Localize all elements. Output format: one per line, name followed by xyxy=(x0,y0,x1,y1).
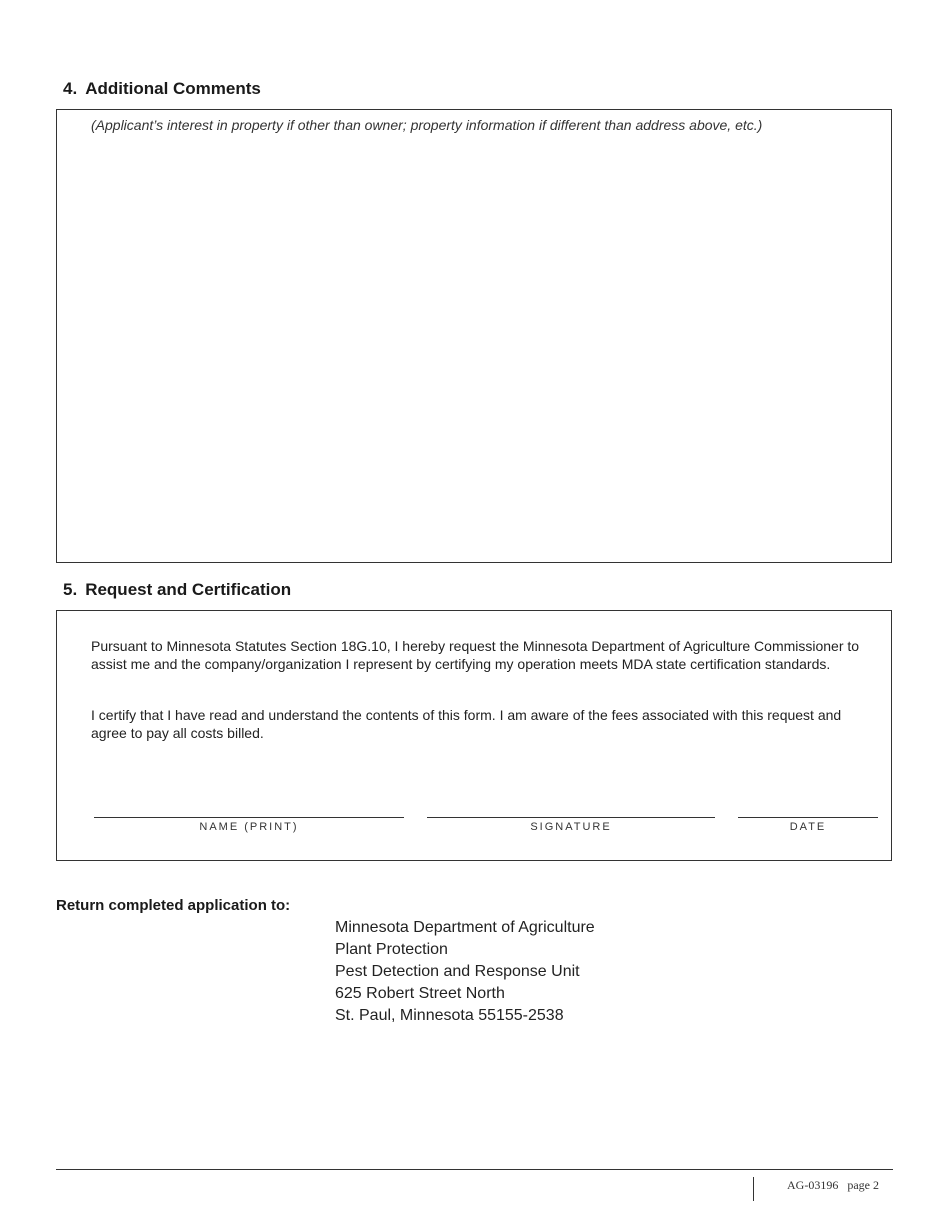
return-label: Return completed application to: xyxy=(56,897,291,914)
section-5-title: Request and Certification xyxy=(85,580,292,599)
footer-tick xyxy=(753,1177,754,1201)
address-line: Plant Protection xyxy=(335,941,448,958)
address-line: 625 Robert Street North xyxy=(335,985,505,1002)
certification-paragraph-2: I certify that I have read and understand the contents of this form. I am aware of the fees associated with this request and agree to pay all costs billed. xyxy=(91,707,842,741)
additional-comments-field[interactable] xyxy=(67,142,881,552)
date-line[interactable] xyxy=(738,817,878,818)
address-line: St. Paul, Minnesota 55155-2538 xyxy=(335,1007,564,1024)
return-address xyxy=(335,917,595,1027)
signature-label: SIGNATURE xyxy=(530,821,612,833)
additional-comments-box xyxy=(56,109,892,563)
form-code-page-number: AG-03196 page 2 xyxy=(787,1178,879,1192)
date-label: DATE xyxy=(789,821,827,833)
footer-divider xyxy=(56,1169,893,1170)
section-4-heading xyxy=(63,79,261,99)
section-4-number: 4. xyxy=(63,79,78,98)
additional-comments-hint: (Applicant’s interest in property if other than owner; property information if different than address above, etc.) xyxy=(91,117,763,133)
name-print-label: NAME (PRINT) xyxy=(199,821,299,833)
certification-paragraph-1: Pursuant to Minnesota Statutes Section 18G.10, I hereby request the Minnesota Department of Agriculture Commissioner to assist me and the company/organization I represent by certifying my operation meets MDA state certification standards. xyxy=(91,638,860,672)
section-4-title: Additional Comments xyxy=(85,79,261,98)
signature-line[interactable] xyxy=(427,817,715,818)
address-line: Pest Detection and Response Unit xyxy=(335,963,580,980)
name-print-line[interactable] xyxy=(94,817,404,818)
section-5-number: 5. xyxy=(63,580,78,599)
address-line: Minnesota Department of Agriculture xyxy=(335,919,595,936)
request-certification-box xyxy=(56,610,892,861)
section-5-heading xyxy=(63,580,291,600)
